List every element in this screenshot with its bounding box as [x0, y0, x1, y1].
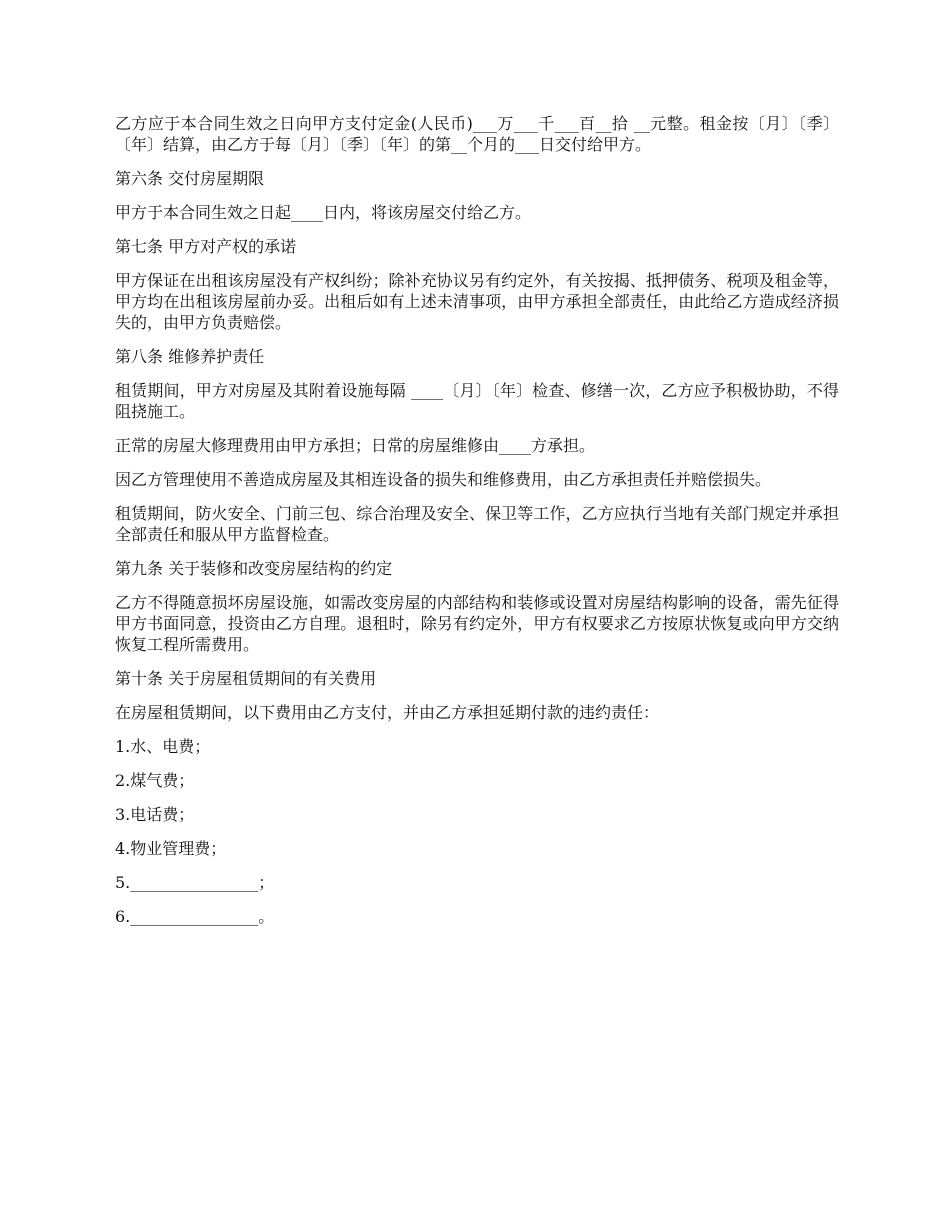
paragraph-property-guarantee: 甲方保证在出租该房屋没有产权纠纷；除补充协议另有约定外，有关按揭、抵押债务、税项及租金等，甲方均在出租该房屋前办妥。出租后如有上述未清事项，由甲方承担全部责任，由此给乙方造成经济损失的，由甲方负责赔偿。: [115, 271, 839, 332]
list-item-gas: 2.煤气费；: [115, 771, 195, 790]
heading-article-9: 第九条 关于装修和改变房屋结构的约定: [115, 559, 393, 578]
paragraph-delivery-period: 甲方于本合同生效之日起____日内，将该房屋交付给乙方。: [115, 203, 532, 222]
paragraph-repair-costs: 正常的房屋大修理费用由甲方承担；日常的房屋维修由____方承担。: [115, 436, 596, 455]
paragraph-damage-liability: 因乙方管理使用不善造成房屋及其相连设备的损失和维修费用，由乙方承担责任并赔偿损失。: [115, 470, 772, 489]
document-page: [115, 113, 839, 940]
list-item-blank-6: 6.________________。: [115, 907, 275, 926]
heading-article-6: 第六条 交付房屋期限: [115, 169, 265, 188]
heading-article-10: 第十条 关于房屋租赁期间的有关费用: [115, 669, 377, 688]
list-item-phone: 3.电话费；: [115, 805, 195, 824]
paragraph-fees-intro: 在房屋租赁期间，以下费用由乙方支付，并由乙方承担延期付款的违约责任：: [115, 703, 660, 722]
paragraph-structure-changes: 乙方不得随意损坏房屋设施，如需改变房屋的内部结构和装修或设置对房屋结构影响的设备，需先征得甲方书面同意，投资由乙方自理。退租时，除另有约定外，甲方有权要求乙方按原状恢复或向甲方交纳恢复工程所需费用。: [115, 593, 839, 654]
list-item-blank-5: 5.________________；: [115, 873, 275, 892]
paragraph-safety-duties: 租赁期间，防火安全、门前三包、综合治理及安全、保卫等工作，乙方应执行当地有关部门规定并承担全部责任和服从甲方监督检查。: [115, 504, 839, 544]
heading-article-7: 第七条 甲方对产权的承诺: [115, 237, 297, 256]
heading-article-8: 第八条 维修养护责任: [115, 347, 265, 366]
list-item-property-management: 4.物业管理费；: [115, 839, 227, 858]
list-item-utilities: 1.水、电费；: [115, 737, 211, 756]
paragraph-deposit-rent-payment: 乙方应于本合同生效之日向甲方支付定金(人民币)___万___千___百__拾 __元整。租金按〔月〕〔季〕〔年〕结算，由乙方于每〔月〕〔季〕〔年〕的第__个月的___日交付给甲方。: [115, 114, 839, 154]
paragraph-inspection: 租赁期间，甲方对房屋及其附着设施每隔 ____〔月〕〔年〕检查、修缮一次，乙方应予积极协助，不得阻挠施工。: [115, 381, 839, 421]
